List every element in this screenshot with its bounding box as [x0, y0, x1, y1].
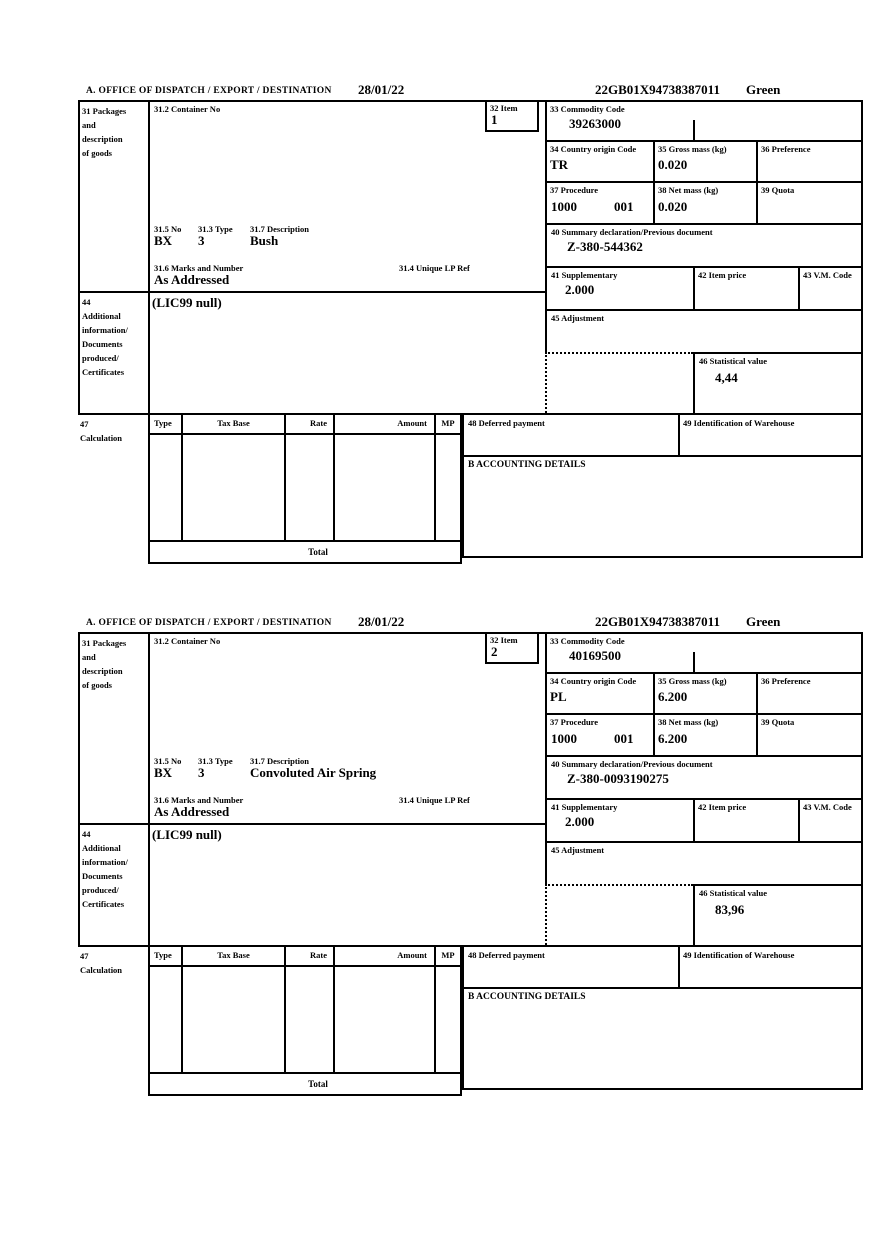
gross-mass-label: 35 Gross mass (kg): [658, 144, 727, 154]
box47-calculation-label: [78, 945, 148, 1096]
office-of-dispatch-label: A. OFFICE OF DISPATCH / EXPORT / DESTINATION: [86, 86, 332, 96]
calc-body-type-cell: [148, 433, 181, 540]
calc-col-type-label: Type: [154, 950, 172, 960]
goods-description-value: Bush: [250, 233, 279, 248]
net-mass-label: 38 Net mass (kg): [658, 185, 719, 195]
procedure-value: 1000: [551, 731, 577, 746]
calc-col-type-label: Type: [154, 418, 172, 428]
calc-header-type: [148, 945, 181, 965]
package-type-value: 3: [198, 765, 205, 780]
adjustment-box: [545, 841, 863, 884]
net-mass-value: 0.020: [658, 199, 688, 214]
country-origin-label: 34 Country origin Code: [550, 144, 637, 154]
calc-body-type-cell: [148, 965, 181, 1072]
box44-label-line: information/: [82, 857, 128, 867]
commodity-code-box: [545, 100, 863, 140]
calc-body-tax-base-cell: [181, 433, 284, 540]
net-mass-box: [653, 181, 756, 223]
supplementary-label: 41 Supplementary: [551, 270, 618, 280]
statistical-value-label: 46 Statistical value: [699, 356, 767, 366]
box31-label-line: and: [82, 652, 96, 662]
box47-label-line: 47: [80, 951, 89, 961]
net-mass-label: 38 Net mass (kg): [658, 717, 719, 727]
package-no-label: 31.5 No: [154, 224, 182, 234]
commodity-code-label: 33 Commodity Code: [550, 104, 625, 114]
package-type-value: 3: [198, 233, 205, 248]
package-type-label: 31.3 Type: [198, 756, 233, 766]
gross-mass-value: 0.020: [658, 157, 688, 172]
box44-label-line: information/: [82, 325, 128, 335]
accounting-details-label: B ACCOUNTING DETAILS: [468, 992, 586, 1002]
box31-label-line: description: [82, 134, 123, 144]
statistical-value-label: 46 Statistical value: [699, 888, 767, 898]
routing-status: Green: [746, 82, 781, 97]
supplementary-value: 2.000: [565, 282, 595, 297]
calc-col-amount-label: Amount: [397, 418, 427, 428]
vm-code-label: 43 V.M. Code: [803, 802, 852, 812]
calc-header-rate: [284, 945, 333, 965]
deferred-payment-label: 48 Deferred payment: [468, 418, 545, 428]
calc-col-rate-label: Rate: [310, 950, 327, 960]
supplementary-label: 41 Supplementary: [551, 802, 618, 812]
item-number-label: 32 Item: [490, 103, 518, 113]
country-origin-value: PL: [550, 689, 567, 704]
commodity-code-label: 33 Commodity Code: [550, 636, 625, 646]
calc-header-mp: [434, 413, 462, 433]
warehouse-id-box: [678, 945, 863, 987]
calc-col-tax-base-label: Tax Base: [217, 950, 250, 960]
preference-label: 36 Preference: [761, 676, 811, 686]
accounting-details-box: [462, 987, 863, 1090]
box31-label-line: 31 Packages: [82, 106, 127, 116]
gross-mass-label: 35 Gross mass (kg): [658, 676, 727, 686]
declaration-date: 28/01/22: [358, 614, 405, 629]
box31-label-line: of goods: [82, 148, 112, 158]
box31-description-area: [148, 100, 545, 291]
calc-body-amount-cell: [333, 433, 434, 540]
quota-label: 39 Quota: [761, 717, 795, 727]
statistical-value-box: [693, 884, 863, 945]
box44-label-line: produced/: [82, 885, 119, 895]
procedure-code2-value: 001: [614, 731, 634, 746]
marks-and-number-label: 31.6 Marks and Number: [154, 263, 244, 273]
marks-and-number-label: 31.6 Marks and Number: [154, 795, 244, 805]
calc-header-type: [148, 413, 181, 433]
net-mass-box: [653, 713, 756, 755]
box47-label-line: 47: [80, 419, 89, 429]
adjustment-label: 45 Adjustment: [551, 845, 605, 855]
summary-declaration-box: [545, 223, 863, 266]
additional-information-value: (LIC99 null): [152, 295, 222, 310]
item-number-label: 32 Item: [490, 635, 518, 645]
supplementary-box: [545, 798, 693, 841]
sad-item-section: [78, 614, 863, 1096]
declaration-date: 28/01/22: [358, 82, 405, 97]
statistical-value-value: 83,96: [715, 902, 745, 917]
accounting-details-label: B ACCOUNTING DETAILS: [468, 460, 586, 470]
calc-body-mp-cell: [434, 965, 462, 1072]
statistical-value-value: 4,44: [715, 370, 738, 385]
vm-code-box: [798, 266, 863, 309]
unique-lp-ref-label: 31.4 Unique LP Ref: [399, 263, 470, 273]
container-no-label: 31.2 Container No: [154, 104, 221, 114]
commodity-code-divider-tick: [693, 120, 695, 140]
supplementary-value: 2.000: [565, 814, 595, 829]
preference-label: 36 Preference: [761, 144, 811, 154]
item-number-value: 1: [491, 112, 498, 127]
item-number-value: 2: [491, 644, 498, 659]
calc-body-rate-cell: [284, 433, 333, 540]
procedure-label: 37 Procedure: [550, 185, 599, 195]
supplementary-box: [545, 266, 693, 309]
item-price-box: [693, 266, 798, 309]
country-origin-box: [545, 140, 653, 181]
declaration-reference: 22GB01X94738387011: [595, 614, 720, 629]
calc-total-label: Total: [308, 547, 328, 557]
declaration-reference: 22GB01X94738387011: [595, 82, 720, 97]
box44-label-line: Documents: [82, 339, 123, 349]
net-mass-value: 6.200: [658, 731, 688, 746]
box44-label-line: Additional: [82, 843, 121, 853]
box31-label-line: and: [82, 120, 96, 130]
commodity-code-value: 40169500: [569, 648, 621, 663]
quota-label: 39 Quota: [761, 185, 795, 195]
office-of-dispatch-label: A. OFFICE OF DISPATCH / EXPORT / DESTINATION: [86, 618, 332, 628]
warehouse-id-label: 49 Identification of Warehouse: [683, 950, 795, 960]
country-origin-value: TR: [550, 157, 569, 172]
package-type-label: 31.3 Type: [198, 224, 233, 234]
gross-mass-box: [653, 140, 756, 181]
dotted-spacer-zone: [545, 352, 693, 413]
box44-label-line: Documents: [82, 871, 123, 881]
country-origin-label: 34 Country origin Code: [550, 676, 637, 686]
deferred-payment-box: [462, 945, 678, 987]
box31-description-area: [148, 632, 545, 823]
calc-col-amount-label: Amount: [397, 950, 427, 960]
warehouse-id-box: [678, 413, 863, 455]
summary-declaration-label: 40 Summary declaration/Previous document: [551, 759, 713, 769]
commodity-code-box: [545, 632, 863, 672]
item-number-box: [485, 634, 539, 664]
box47-label-line: Calculation: [80, 433, 123, 443]
gross-mass-box: [653, 672, 756, 713]
routing-status: Green: [746, 614, 781, 629]
country-origin-box: [545, 672, 653, 713]
statistical-value-box: [693, 352, 863, 413]
box44-label-line: Additional: [82, 311, 121, 321]
sad-item-section: [78, 82, 863, 564]
calc-header-tax-base: [181, 413, 284, 433]
procedure-box: [545, 181, 653, 223]
calc-header-amount: [333, 945, 434, 965]
box44-label-line: Certificates: [82, 367, 125, 377]
box44-value-area: [148, 823, 545, 945]
quota-box: [756, 713, 863, 755]
additional-information-value: (LIC99 null): [152, 827, 222, 842]
box31-label-line: 31 Packages: [82, 638, 127, 648]
deferred-payment-label: 48 Deferred payment: [468, 950, 545, 960]
commodity-code-value: 39263000: [569, 116, 621, 131]
unique-lp-ref-label: 31.4 Unique LP Ref: [399, 795, 470, 805]
vm-code-box: [798, 798, 863, 841]
box44-additional-label: [78, 823, 148, 945]
calc-col-rate-label: Rate: [310, 418, 327, 428]
calc-body-amount-cell: [333, 965, 434, 1072]
calc-total-row: [148, 540, 462, 564]
marks-and-number-value: As Addressed: [154, 272, 230, 287]
calc-body-mp-cell: [434, 433, 462, 540]
item-price-label: 42 Item price: [698, 270, 747, 280]
calc-total-row: [148, 1072, 462, 1096]
summary-declaration-label: 40 Summary declaration/Previous document: [551, 227, 713, 237]
calc-header-mp: [434, 945, 462, 965]
gross-mass-value: 6.200: [658, 689, 688, 704]
box44-label-line: produced/: [82, 353, 119, 363]
procedure-value: 1000: [551, 199, 577, 214]
preference-box: [756, 672, 863, 713]
package-no-label: 31.5 No: [154, 756, 182, 766]
item-number-box: [485, 102, 539, 132]
item-price-box: [693, 798, 798, 841]
procedure-label: 37 Procedure: [550, 717, 599, 727]
box31-packages-label: [78, 100, 148, 291]
vm-code-label: 43 V.M. Code: [803, 270, 852, 280]
calc-col-tax-base-label: Tax Base: [217, 418, 250, 428]
package-no-value: BX: [154, 765, 173, 780]
commodity-code-divider-tick: [693, 652, 695, 672]
box44-label-line: 44: [82, 297, 91, 307]
summary-declaration-box: [545, 755, 863, 798]
box31-label-line: description: [82, 666, 123, 676]
box44-label-line: Certificates: [82, 899, 125, 909]
marks-and-number-value: As Addressed: [154, 804, 230, 819]
box44-additional-label: [78, 291, 148, 413]
accounting-details-box: [462, 455, 863, 558]
quota-box: [756, 181, 863, 223]
box31-packages-label: [78, 632, 148, 823]
box44-value-area: [148, 291, 545, 413]
container-no-label: 31.2 Container No: [154, 636, 221, 646]
box31-label-line: of goods: [82, 680, 112, 690]
procedure-box: [545, 713, 653, 755]
adjustment-label: 45 Adjustment: [551, 313, 605, 323]
calc-body-tax-base-cell: [181, 965, 284, 1072]
package-no-value: BX: [154, 233, 173, 248]
goods-description-label: 31.7 Description: [250, 224, 310, 234]
calc-col-mp-label: MP: [441, 950, 455, 960]
deferred-payment-box: [462, 413, 678, 455]
dotted-spacer-zone: [545, 884, 693, 945]
adjustment-box: [545, 309, 863, 352]
goods-description-label: 31.7 Description: [250, 756, 310, 766]
calc-col-mp-label: MP: [441, 418, 455, 428]
calc-header-rate: [284, 413, 333, 433]
box47-label-line: Calculation: [80, 965, 123, 975]
goods-description-value: Convoluted Air Spring: [250, 765, 377, 780]
preference-box: [756, 140, 863, 181]
calc-body-rate-cell: [284, 965, 333, 1072]
box47-calculation-label: [78, 413, 148, 564]
box44-label-line: 44: [82, 829, 91, 839]
procedure-code2-value: 001: [614, 199, 634, 214]
calc-total-label: Total: [308, 1079, 328, 1089]
summary-declaration-value: Z-380-544362: [567, 239, 643, 254]
calc-header-amount: [333, 413, 434, 433]
calc-header-tax-base: [181, 945, 284, 965]
summary-declaration-value: Z-380-0093190275: [567, 771, 669, 786]
warehouse-id-label: 49 Identification of Warehouse: [683, 418, 795, 428]
item-price-label: 42 Item price: [698, 802, 747, 812]
